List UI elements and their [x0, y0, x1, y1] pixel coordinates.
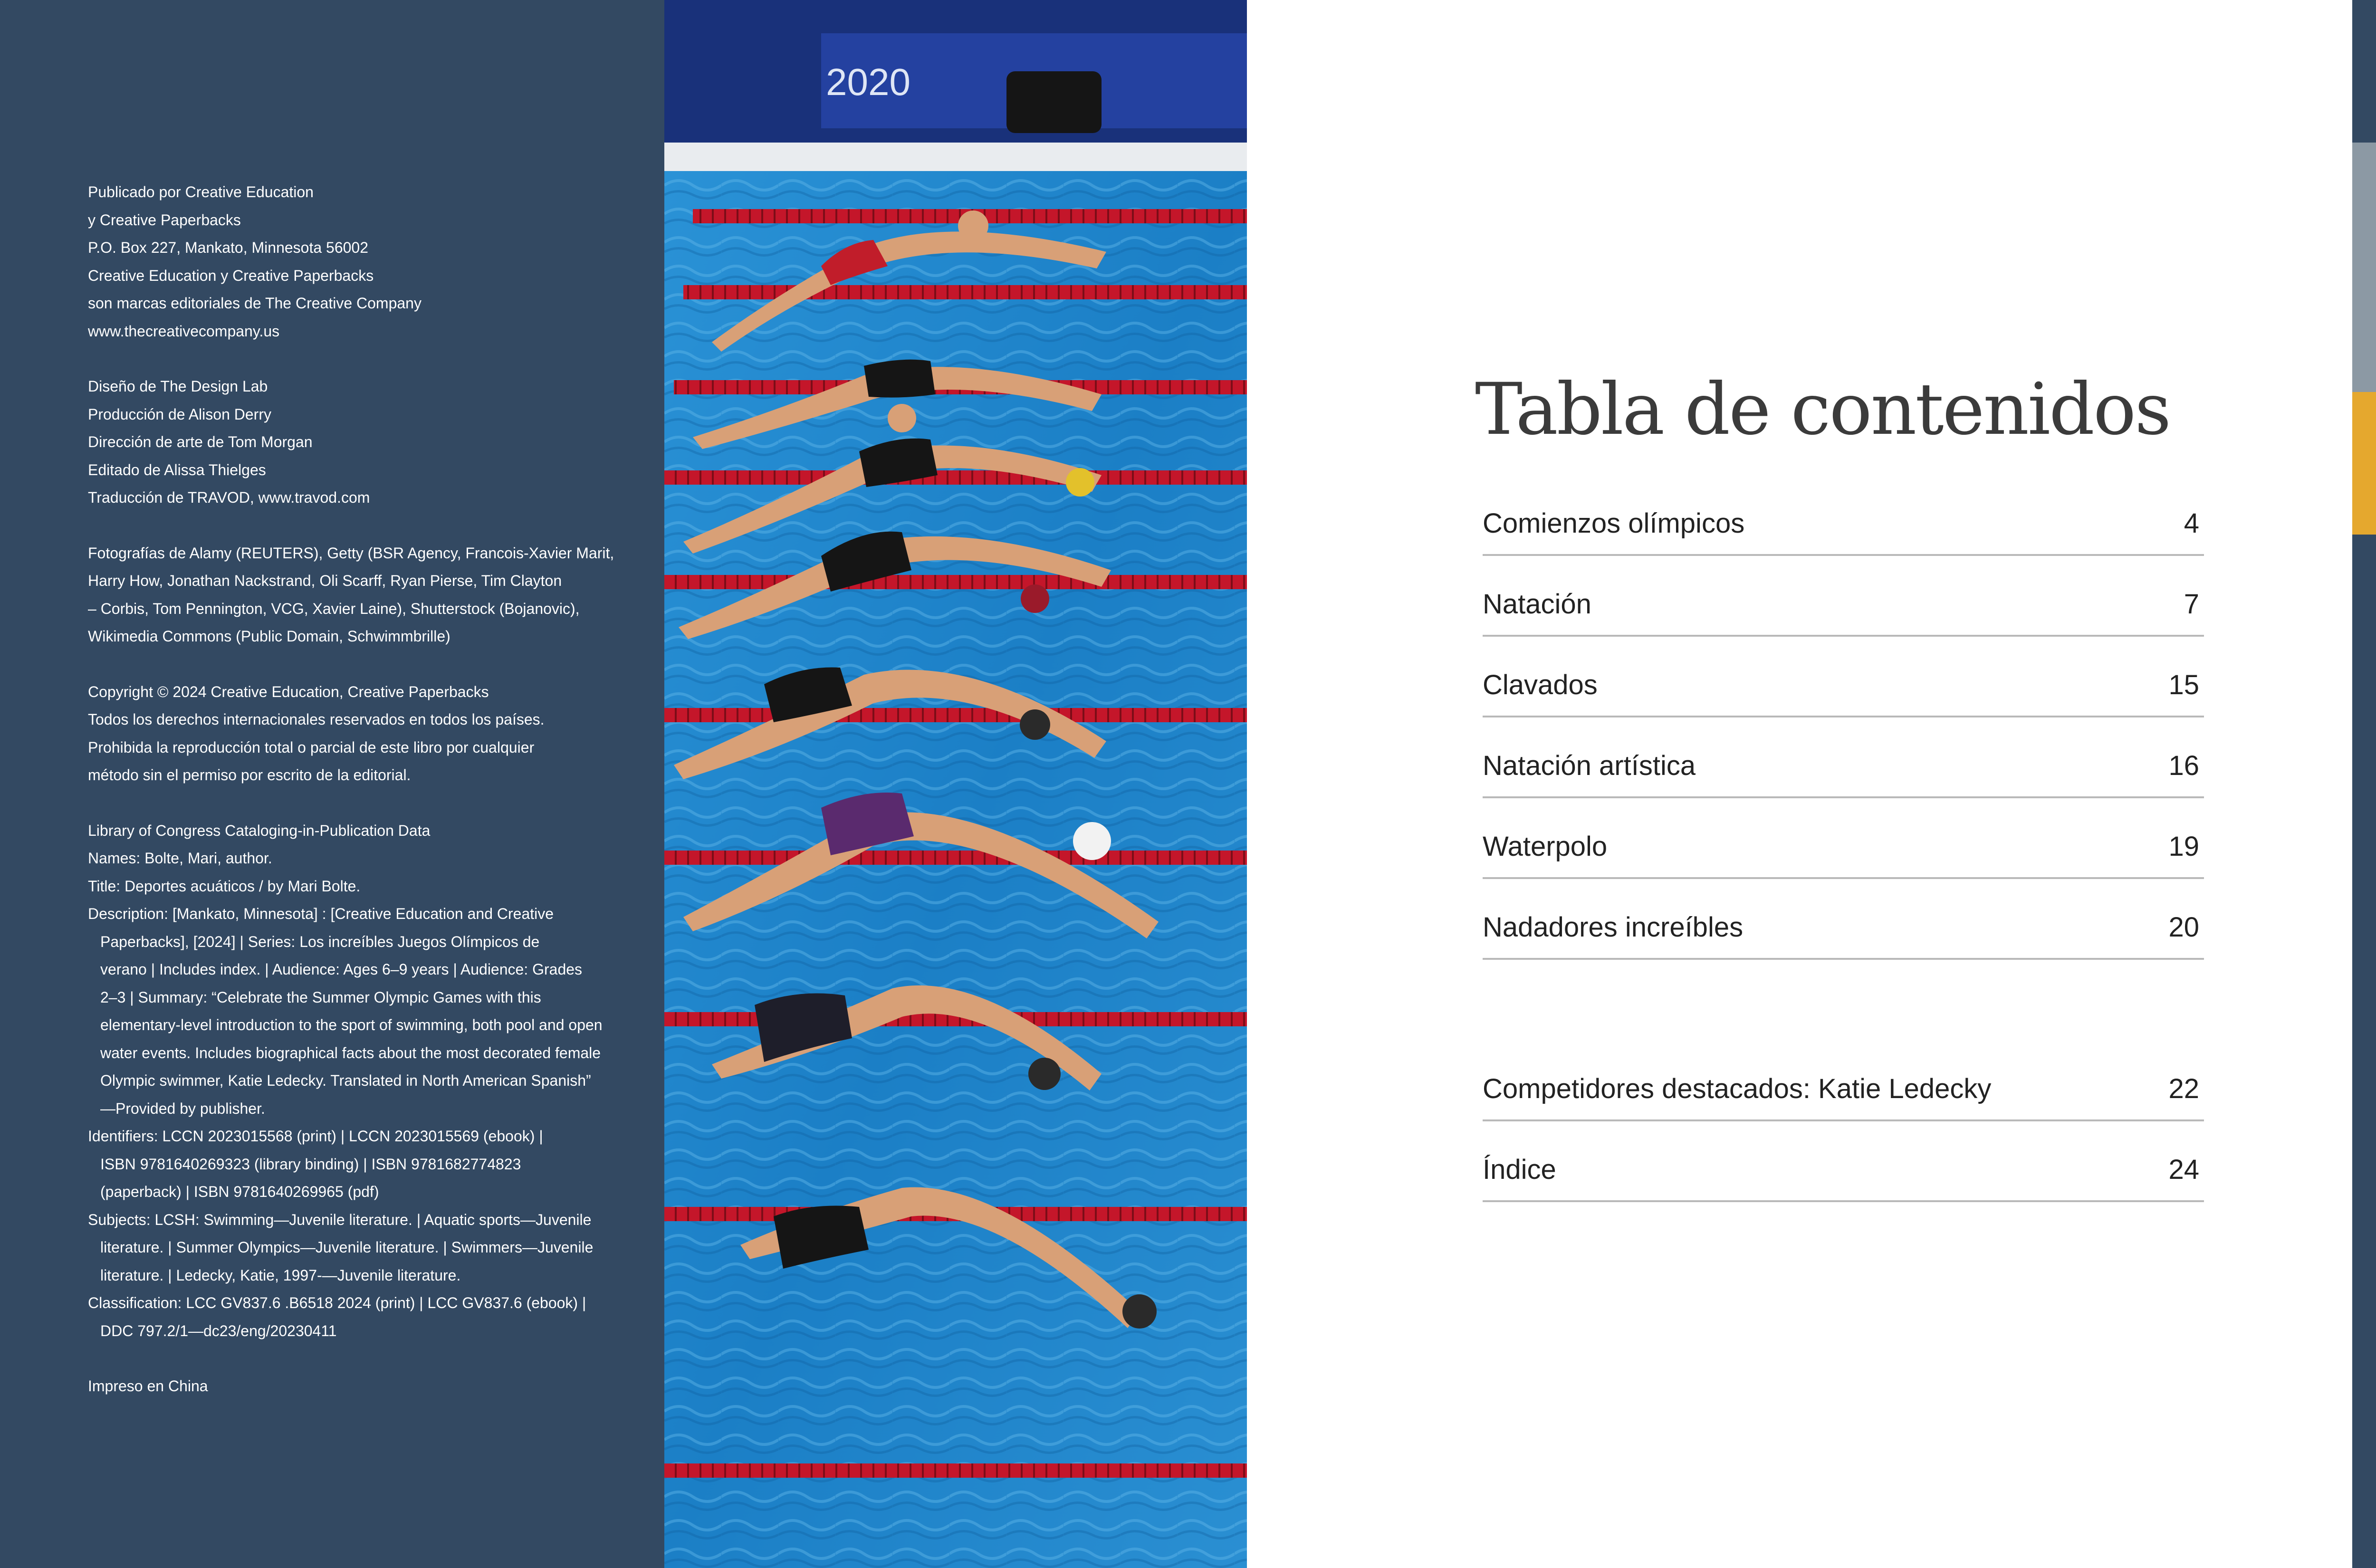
colophon-line: Library of Congress Cataloging-in-Publication Data	[88, 822, 431, 839]
colophon-line: literature. | Ledecky, Katie, 1997-—Juvenile literature.	[100, 1266, 461, 1284]
toc-entry[interactable]	[1483, 475, 2204, 556]
toc-entry-label: Natación	[1483, 589, 1591, 620]
toc-entry[interactable]	[1483, 717, 2204, 798]
banner-text: 2020	[826, 61, 910, 103]
swimmers-illustration	[664, 0, 1247, 1568]
colophon-line: Publicado por Creative Education	[88, 183, 314, 201]
colophon-line: DDC 797.2/1—dc23/eng/20230411	[100, 1322, 337, 1339]
colophon-line: Creative Education y Creative Paperbacks	[88, 267, 374, 284]
copyright-block	[88, 678, 620, 789]
toc-entry-label: Índice	[1483, 1154, 1556, 1185]
toc-entry-page: 19	[2168, 831, 2199, 862]
icon-tab	[2352, 392, 2376, 535]
toc-entry-page: 24	[2168, 1154, 2199, 1185]
colophon-line: Wikimedia Commons (Public Domain, Schwimmbrille)	[88, 628, 450, 645]
toc-entry[interactable]	[1483, 1121, 2204, 1202]
page-number	[2352, 61, 2376, 85]
colophon-line: Traducción de TRAVOD, www.travod.com	[88, 489, 370, 506]
colophon-line: www.thecreativecompany.us	[88, 322, 280, 340]
toc-entry[interactable]	[1483, 1041, 2204, 1121]
colophon-line: (paperback) | ISBN 9781640269965 (pdf)	[100, 1183, 379, 1200]
colophon-line: y Creative Paperbacks	[88, 211, 241, 229]
toc-list	[1483, 475, 2204, 1202]
toc-entry-label: Clavados	[1483, 669, 1598, 700]
toc-entry-page: 16	[2168, 750, 2199, 781]
toc-entry-page: 20	[2168, 912, 2199, 943]
colophon-line: – Corbis, Tom Pennington, VCG, Xavier Laine), Shutterstock (Bojanovic),	[88, 600, 580, 617]
toc-entry-page: 4	[2184, 508, 2199, 539]
toc-entry-label: Comienzos olímpicos	[1483, 508, 1745, 539]
toc-entry-page: 7	[2184, 589, 2199, 620]
side-tab	[2352, 0, 2376, 1568]
colophon-line: Description: [Mankato, Minnesota] : [Creative Education and Creative	[88, 905, 554, 922]
toc-entry[interactable]	[1483, 637, 2204, 717]
toc-title: Tabla de contenidos	[1475, 368, 2170, 451]
colophon-line: 2–3 | Summary: “Celebrate the Summer Olympic Games with this	[100, 988, 541, 1006]
colophon-line: —Provided by publisher.	[100, 1100, 265, 1117]
colophon-line: elementary-level introduction to the sport of swimming, both pool and open	[100, 1016, 603, 1033]
swimmers-photo	[664, 0, 1247, 1568]
colophon-line: Identifiers: LCCN 2023015568 (print) | LCCN 2023015569 (ebook) |	[88, 1128, 543, 1145]
toc-entry-label: Competidores destacados: Katie Ledecky	[1483, 1073, 1992, 1104]
photo-credits-block	[88, 539, 620, 650]
colophon-panel	[0, 0, 664, 1568]
toc-entry-page: 22	[2168, 1073, 2199, 1104]
toc-page	[1247, 0, 2352, 1568]
toc-entry[interactable]	[1483, 798, 2204, 879]
colophon-line: Paperbacks], [2024] | Series: Los increíbles Juegos Olímpicos de	[100, 933, 540, 950]
colophon-line: Olympic swimmer, Katie Ledecky. Translated in North American Spanish”	[100, 1072, 591, 1089]
toc-entry-label: Natación artística	[1483, 750, 1696, 781]
cip-block	[88, 817, 620, 1345]
colophon-line: water events. Includes biographical facts about the most decorated female	[100, 1044, 601, 1061]
colophon-line: Todos los derechos internacionales reservados en todos los países.	[88, 711, 545, 728]
colophon-line: Classification: LCC GV837.6 .B6518 2024 (print) | LCC GV837.6 (ebook) |	[88, 1294, 586, 1311]
colophon-line: Producción de Alison Derry	[88, 405, 271, 423]
toc-entry-label: Waterpolo	[1483, 831, 1608, 862]
toc-entry[interactable]	[1483, 556, 2204, 637]
toc-entry[interactable]	[1483, 879, 2204, 960]
printed-block	[88, 1372, 620, 1400]
pool-deck	[664, 143, 1247, 171]
colophon-text	[88, 178, 620, 1428]
toc-entry-page: 15	[2168, 669, 2199, 700]
credits-block	[88, 373, 620, 512]
colophon-line: Copyright © 2024 Creative Education, Creative Paperbacks	[88, 683, 489, 700]
colophon-line: Editado de Alissa Thielges	[88, 461, 266, 478]
colophon-line: ISBN 9781640269323 (library binding) | ISBN 9781682774823	[100, 1155, 521, 1173]
colophon-line: P.O. Box 227, Mankato, Minnesota 56002	[88, 239, 369, 256]
colophon-line: literature. | Summer Olympics—Juvenile literature. | Swimmers—Juvenile	[100, 1239, 594, 1256]
toc-entry-label: Nadadores increíbles	[1483, 912, 1744, 943]
colophon-line: Names: Bolte, Mari, author.	[88, 850, 272, 867]
colophon-line: Fotografías de Alamy (REUTERS), Getty (BSR Agency, Francois-Xavier Marit,	[88, 544, 614, 562]
colophon-line: Dirección de arte de Tom Morgan	[88, 433, 313, 450]
colophon-line: Harry How, Jonathan Nackstrand, Oli Scarff, Ryan Pierse, Tim Clayton	[88, 572, 562, 589]
colophon-line: Prohibida la reproducción total o parcial de este libro por cualquier	[88, 738, 535, 756]
printed-in: Impreso en China	[88, 1377, 208, 1395]
equipment-bag	[1006, 71, 1102, 133]
colophon-line: Title: Deportes acuáticos / by Mari Bolte.	[88, 877, 361, 895]
publisher-block	[88, 178, 620, 345]
colophon-line: método sin el permiso por escrito de la editorial.	[88, 766, 411, 784]
colophon-line: Subjects: LCSH: Swimming—Juvenile literature. | Aquatic sports—Juvenile	[88, 1211, 592, 1228]
section-tab	[2352, 143, 2376, 392]
colophon-line: verano | Includes index. | Audience: Ages 6–9 years | Audience: Grades	[100, 961, 583, 978]
toc-spacer	[1483, 960, 2204, 1041]
swimmer-diving-icon	[2352, 392, 2376, 535]
colophon-line: son marcas editoriales de The Creative Company	[88, 295, 422, 312]
colophon-line: Diseño de The Design Lab	[88, 378, 268, 395]
